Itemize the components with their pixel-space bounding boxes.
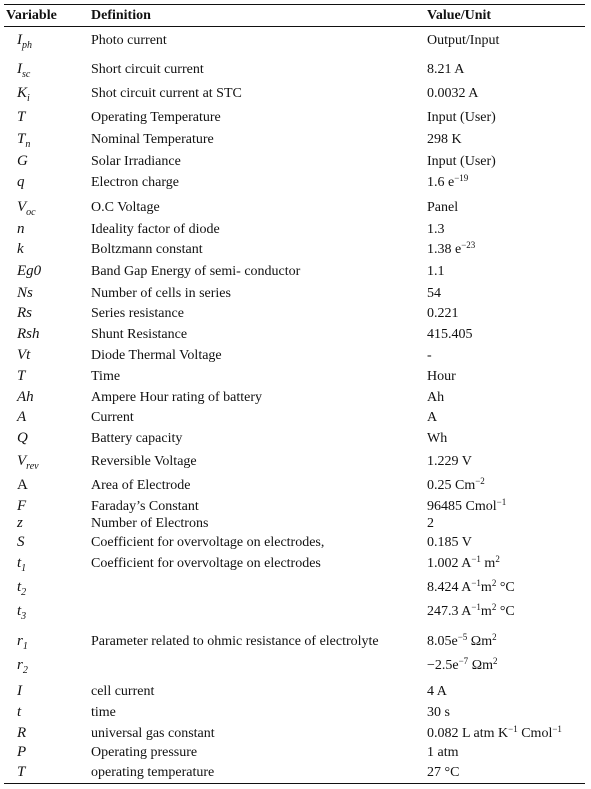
variable-letter: Ns xyxy=(17,285,33,301)
value-unit-tail: °C xyxy=(496,604,515,619)
variable-letter: n xyxy=(17,221,25,237)
definition-text: Solar Irradiance xyxy=(91,154,181,169)
value-superscript: −1 xyxy=(552,724,562,734)
definition-text: Shot circuit current at STC xyxy=(91,86,242,101)
value-main: 8.424 A xyxy=(427,580,472,595)
variable-subscript: 1 xyxy=(21,563,27,574)
variable-symbol xyxy=(17,327,40,342)
value-main: 415.405 xyxy=(427,327,473,342)
variable-subscript: oc xyxy=(26,207,36,218)
variable-letter: T xyxy=(17,764,26,780)
variable-symbol xyxy=(17,726,26,741)
table-bottom-rule xyxy=(4,783,585,784)
variable-symbol xyxy=(17,705,21,720)
value-unit xyxy=(427,685,447,699)
value-main: 1.229 V xyxy=(427,454,472,469)
value-superscript: −1 xyxy=(471,602,481,612)
variable-symbol xyxy=(17,200,36,218)
variable-letter: K xyxy=(17,85,28,101)
value-main: 54 xyxy=(427,286,441,301)
header-variable: Variable xyxy=(6,8,57,23)
header-definition: Definition xyxy=(91,8,151,23)
definition-text: Current xyxy=(91,410,134,425)
variable-subscript: 2 xyxy=(21,587,27,598)
variable-letter: r xyxy=(17,633,23,649)
value-unit xyxy=(427,656,498,673)
variable-symbol xyxy=(17,499,26,514)
value-unit xyxy=(427,223,445,237)
variable-subscript: 1 xyxy=(22,641,28,652)
value-main: 0.0032 A xyxy=(427,86,479,101)
variable-symbol xyxy=(17,175,25,190)
value-unit xyxy=(427,133,462,147)
definition-text: universal gas constant xyxy=(91,726,215,741)
variable-symbol xyxy=(17,390,34,405)
variable-letter: t xyxy=(17,704,22,720)
variable-symbol xyxy=(17,110,25,125)
value-unit xyxy=(427,87,478,101)
variable-symbol xyxy=(17,369,25,384)
value-unit xyxy=(427,536,472,550)
value-superscript: −5 xyxy=(457,632,468,642)
variable-letter: Rs xyxy=(17,305,32,321)
value-main: 247.3 A xyxy=(427,604,472,619)
variable-symbol xyxy=(17,431,28,446)
variable-letter: V xyxy=(17,199,27,215)
value-main: Input (User) xyxy=(427,110,496,125)
variable-letter: V xyxy=(17,453,27,469)
definition-text: Ampere Hour rating of battery xyxy=(91,390,263,405)
value-main: −2.5e xyxy=(427,658,459,673)
variable-symbol xyxy=(17,264,41,279)
value-unit xyxy=(427,370,456,384)
definition-text: Battery capacity xyxy=(91,431,183,446)
variable-letter: R xyxy=(17,725,27,741)
definition-text: time xyxy=(91,705,116,720)
value-main: 0.25 Cm xyxy=(427,478,476,493)
value-unit xyxy=(427,411,437,425)
variable-symbol xyxy=(17,454,39,472)
value-main: 8.21 A xyxy=(427,62,465,77)
variable-letter: T xyxy=(17,368,26,384)
value-main: 1.002 A xyxy=(427,556,472,571)
value-main: Panel xyxy=(427,200,459,215)
value-unit xyxy=(427,287,441,301)
variable-symbol xyxy=(17,556,26,574)
value-unit xyxy=(427,391,444,405)
variable-symbol xyxy=(17,604,26,622)
variable-letter: k xyxy=(17,241,24,257)
value-superscript: −1 xyxy=(496,497,507,507)
definition-text: Number of cells in series xyxy=(91,286,231,301)
definition-text: Operating pressure xyxy=(91,745,198,760)
value-unit xyxy=(427,155,496,169)
variable-letter: Ah xyxy=(17,389,34,405)
definition-text: Electron charge xyxy=(91,175,179,190)
definition-text: Photo current xyxy=(91,33,167,48)
variable-symbol xyxy=(17,634,28,652)
value-unit xyxy=(427,201,458,215)
value-unit xyxy=(427,476,485,493)
variable-symbol xyxy=(17,745,26,760)
value-main: 2 xyxy=(427,516,434,531)
variable-symbol xyxy=(17,765,25,780)
value-superscript: 2 xyxy=(492,632,497,642)
definition-text: Band Gap Energy of semi- conductor xyxy=(91,264,301,279)
table-top-rule xyxy=(4,4,585,5)
variable-symbol xyxy=(17,516,23,531)
variable-symbol xyxy=(17,535,25,550)
variable-subscript: sc xyxy=(22,69,31,80)
variable-subscript: ph xyxy=(22,40,32,51)
variable-symbol xyxy=(17,33,32,51)
value-superscript: −19 xyxy=(454,173,469,183)
value-unit xyxy=(427,265,445,279)
variable-letter: t xyxy=(17,579,22,595)
value-superscript: 2 xyxy=(491,578,497,588)
value-main: 1.38 e xyxy=(427,242,462,257)
variable-subscript: 2 xyxy=(22,665,28,676)
value-main: 1.1 xyxy=(427,264,445,279)
value-unit xyxy=(427,34,499,48)
value-main: 96485 Cmol xyxy=(427,499,497,514)
value-superscript: −1 xyxy=(471,554,481,564)
variable-symbol xyxy=(17,684,22,699)
definition-text: Boltzmann constant xyxy=(91,242,203,257)
value-unit-tail: m xyxy=(480,556,496,571)
value-unit xyxy=(427,602,515,619)
definition-text: Nominal Temperature xyxy=(91,132,214,147)
value-unit-tail: Ωm xyxy=(468,658,493,673)
value-unit xyxy=(427,307,459,321)
value-main: 1.3 xyxy=(427,222,445,237)
value-unit xyxy=(427,632,497,649)
value-superscript: 2 xyxy=(495,554,500,564)
variable-letter: I xyxy=(17,61,22,77)
variable-letter: P xyxy=(17,744,27,760)
variable-letter: z xyxy=(17,515,23,531)
variable-letter: t xyxy=(17,603,22,619)
variable-symbol xyxy=(17,306,32,321)
value-superscript: −23 xyxy=(461,240,476,250)
variable-letter: A xyxy=(17,409,27,425)
value-main: Ah xyxy=(427,390,445,405)
variable-letter: S xyxy=(17,534,25,550)
variable-subscript: i xyxy=(27,93,30,104)
value-unit-tail: °C xyxy=(496,580,515,595)
value-unit-tail: m xyxy=(480,604,492,619)
value-main: 298 K xyxy=(427,132,462,147)
variable-letter: Eg0 xyxy=(17,263,42,279)
value-unit xyxy=(427,724,562,741)
definition-text: Coefficient for overvoltage on electrodes xyxy=(91,556,321,571)
definition-text: O.C Voltage xyxy=(91,200,160,215)
value-main: A xyxy=(427,410,438,425)
variable-symbol xyxy=(17,62,30,80)
value-main: Input (User) xyxy=(427,154,496,169)
value-unit xyxy=(427,240,476,257)
definition-text: operating temperature xyxy=(91,765,215,780)
value-unit xyxy=(427,173,469,190)
definition-text: Operating Temperature xyxy=(91,110,221,125)
variable-subscript: 3 xyxy=(21,611,27,622)
definition-text: Reversible Voltage xyxy=(91,454,197,469)
variable-symbol xyxy=(17,132,30,150)
variable-letter: G xyxy=(17,153,28,169)
definition-text: Coefficient for overvoltage on electrodes, xyxy=(91,535,325,550)
value-superscript: −1 xyxy=(508,724,518,734)
header-bottom-rule xyxy=(4,26,585,27)
value-unit xyxy=(427,766,459,780)
definition-text: Area of Electrode xyxy=(91,478,191,493)
variable-symbol xyxy=(17,222,25,237)
definition-text: Number of Electrons xyxy=(91,516,209,531)
value-unit xyxy=(427,328,473,342)
value-main: Hour xyxy=(427,369,456,384)
variable-symbol xyxy=(17,348,30,363)
value-main: Output/Input xyxy=(427,33,500,48)
variable-letter: t xyxy=(17,555,22,571)
value-main: 8.05e xyxy=(427,634,458,649)
value-main: Wh xyxy=(427,431,448,446)
value-superscript: 2 xyxy=(491,602,497,612)
definition-text: Ideality factor of diode xyxy=(91,222,220,237)
variable-letter: Q xyxy=(17,430,28,446)
variable-symbol xyxy=(17,286,33,301)
value-main: 30 s xyxy=(427,705,450,720)
value-unit-tail: Cmol xyxy=(517,726,553,741)
variable-subscript: n xyxy=(25,139,31,150)
definition-text: Diode Thermal Voltage xyxy=(91,348,222,363)
variable-symbol xyxy=(17,242,24,257)
definition-text: Time xyxy=(91,369,121,384)
value-unit-tail: m xyxy=(480,580,492,595)
value-unit-tail: Ωm xyxy=(467,634,493,649)
variable-letter: T xyxy=(17,131,26,147)
variable-symbol xyxy=(17,410,26,425)
value-unit xyxy=(427,63,464,77)
value-unit xyxy=(427,746,459,760)
variable-symbol xyxy=(17,580,26,598)
variable-symbol xyxy=(17,86,30,104)
value-unit xyxy=(427,706,450,720)
variable-letter: I xyxy=(17,32,22,48)
variable-letter: I xyxy=(17,683,22,699)
variable-subscript: rev xyxy=(26,461,39,472)
value-main: - xyxy=(427,348,432,363)
definition-text: Faraday’s Constant xyxy=(91,499,199,514)
variable-letter: A xyxy=(17,477,28,493)
value-unit xyxy=(427,432,447,446)
value-unit xyxy=(427,517,434,531)
variable-symbol xyxy=(17,154,28,169)
value-main: 1 atm xyxy=(427,745,459,760)
value-unit xyxy=(427,455,472,469)
value-main: 0.082 L atm K xyxy=(427,726,509,741)
value-main: 27 °C xyxy=(427,765,460,780)
value-superscript: 2 xyxy=(492,656,498,666)
variable-letter: r xyxy=(17,657,23,673)
variable-symbol xyxy=(17,478,28,493)
variable-letter: T xyxy=(17,109,26,125)
definition-text: Shunt Resistance xyxy=(91,327,188,342)
variable-letter: Rsh xyxy=(17,326,40,342)
value-main: 0.221 xyxy=(427,306,459,321)
value-superscript: −2 xyxy=(475,476,485,486)
value-unit xyxy=(427,578,515,595)
definition-text: Parameter related to ohmic resistance of electrolyte xyxy=(91,634,379,649)
value-main: 1.6 e xyxy=(427,175,455,190)
variable-letter: F xyxy=(17,498,27,514)
value-unit xyxy=(427,111,496,125)
value-main: 0.185 V xyxy=(427,535,472,550)
value-superscript: −7 xyxy=(458,656,469,666)
definition-text: Short circuit current xyxy=(91,62,204,77)
value-unit xyxy=(427,349,432,363)
value-main: 4 A xyxy=(427,684,447,699)
value-unit xyxy=(427,554,500,571)
variable-letter: Vt xyxy=(17,347,31,363)
variable-symbol xyxy=(17,658,28,676)
definition-text: Series resistance xyxy=(91,306,184,321)
definition-text: cell current xyxy=(91,684,155,699)
value-superscript: −1 xyxy=(471,578,481,588)
header-value-unit: Value/Unit xyxy=(427,8,492,23)
variable-letter: q xyxy=(17,174,25,190)
value-unit xyxy=(427,497,507,514)
